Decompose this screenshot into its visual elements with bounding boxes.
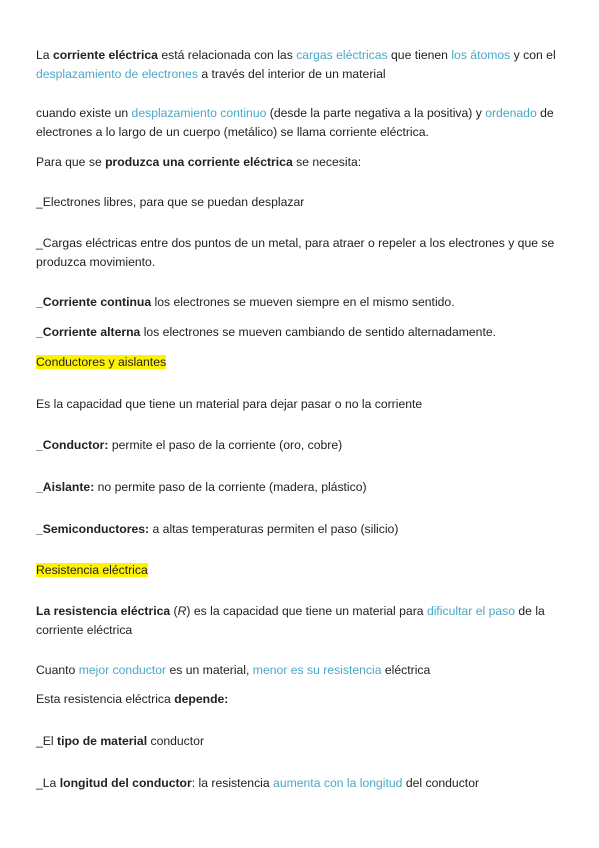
text: no permite paso de la corriente (madera, plástico) (94, 480, 367, 494)
text: _La (36, 776, 60, 790)
text: los electrones se mueven cambiando de sentido alternadamente. (140, 325, 496, 339)
paragraph-capacidad: Es la capacidad que tiene un material para dejar pasar o no la corriente (36, 397, 423, 411)
link-dificultar-paso[interactable]: dificultar el paso (426, 604, 516, 618)
bold-term: tipo de material (57, 734, 148, 748)
bold-term: La resistencia eléctrica (36, 604, 171, 618)
text: (desde la parte negativa a la positiva) y (266, 106, 486, 120)
list-item-cargas: _Cargas eléctricas entre dos puntos de un metal, para atraer o repeler a los electrones y que se produzca movimiento. (36, 236, 555, 269)
highlighted-heading: Conductores y aislantes (36, 355, 167, 369)
list-item-corriente-alterna (36, 323, 565, 342)
paragraph-depende (36, 690, 565, 709)
list-item-tipo-material (36, 732, 565, 751)
highlighted-heading: Resistencia eléctrica (36, 563, 148, 577)
text: cuando existe un (36, 106, 132, 120)
text: Para que se (36, 155, 106, 169)
text: los electrones se mueven siempre en el mismo sentido. (151, 295, 455, 309)
paragraph-requirements (36, 153, 565, 172)
text: conductor (147, 734, 205, 748)
list-item-longitud (36, 774, 565, 793)
text: _El (36, 734, 58, 748)
text: se necesita: (292, 155, 362, 169)
heading-resistencia (36, 561, 565, 580)
text: eléctrica (381, 663, 431, 677)
link-cargas-electricas[interactable]: cargas eléctricas (296, 48, 388, 62)
list-item-conductor (36, 436, 565, 455)
text: a altas temperaturas permiten el paso (silicio) (149, 522, 399, 536)
bold-term: _Corriente alterna (36, 325, 141, 339)
paragraph-cuanto (36, 661, 565, 680)
text: está relacionada con las (157, 48, 297, 62)
text: : la resistencia (191, 776, 274, 790)
text: Esta resistencia eléctrica (36, 692, 175, 706)
text: a través del interior de un material (197, 67, 386, 81)
text: ) es la capacidad que tiene un material para (186, 604, 427, 618)
link-menor-resistencia[interactable]: menor es su resistencia (252, 663, 382, 677)
link-desplazamiento-electrones[interactable]: desplazamiento de electrones (36, 67, 198, 81)
text: ( (170, 604, 178, 618)
paragraph-resistencia (36, 602, 565, 640)
text: La (36, 48, 53, 62)
bold-term: _Corriente continua (36, 295, 152, 309)
list-item-electrones: _Electrones libres, para que se puedan desplazar (36, 195, 305, 209)
text: del conductor (402, 776, 480, 790)
text: y con el (510, 48, 556, 62)
bold-term: _Conductor: (36, 438, 109, 452)
paragraph-definition (36, 104, 565, 142)
list-item-semiconductores (36, 520, 565, 539)
list-item-aislante (36, 478, 565, 497)
text: Cuanto (36, 663, 79, 677)
bold-term: _Aislante: (36, 480, 95, 494)
link-aumenta-longitud[interactable]: aumenta con la longitud (273, 776, 403, 790)
text: de electrones a lo largo de un cuerpo (metálico) se llama corriente eléctrica. (36, 106, 554, 139)
bold-term: _Semiconductores: (36, 522, 150, 536)
paragraph-intro (36, 46, 565, 84)
bold-term: corriente eléctrica (52, 48, 158, 62)
link-mejor-conductor[interactable]: mejor conductor (78, 663, 167, 677)
symbol-r: R (177, 604, 187, 618)
link-desplazamiento-continuo[interactable]: desplazamiento continuo (131, 106, 267, 120)
text: permite el paso de la corriente (oro, cobre) (108, 438, 343, 452)
heading-conductores (36, 353, 565, 372)
bold-term: depende: (174, 692, 229, 706)
bold-term: longitud del conductor (59, 776, 192, 790)
list-item-corriente-continua (36, 293, 565, 312)
bold-term: produzca una corriente eléctrica (105, 155, 293, 169)
link-ordenado[interactable]: ordenado (485, 106, 537, 120)
link-los-atomos[interactable]: los átomos (451, 48, 511, 62)
text: que tienen (387, 48, 452, 62)
text: de la corriente eléctrica (36, 604, 545, 637)
text: es un material, (166, 663, 253, 677)
